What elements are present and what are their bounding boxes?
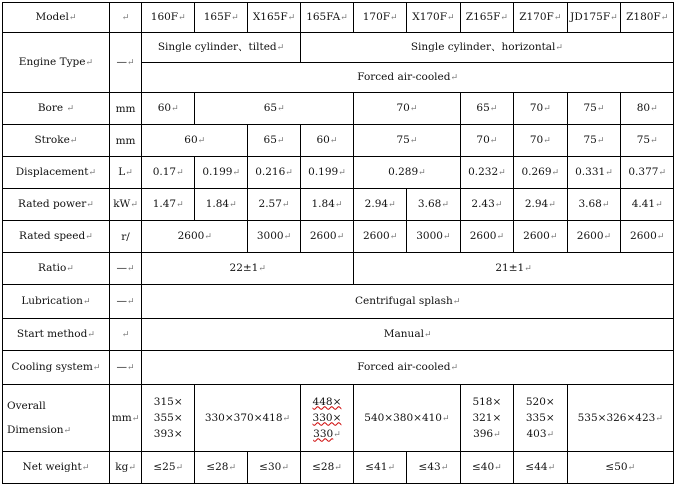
table-cell: 1.47↵ bbox=[142, 189, 195, 221]
col-z180f: Z180F↵ bbox=[621, 3, 674, 33]
table-cell: 3000↵ bbox=[248, 221, 301, 253]
displacement-label: Displacement↵ bbox=[3, 157, 110, 189]
col-165f: 165F↵ bbox=[195, 3, 248, 33]
table-cell: ≤28↵ bbox=[195, 452, 248, 484]
engine-type-horizontal: Single cylinder、horizontal↵ bbox=[300, 33, 673, 63]
table-cell: 3.68↵ bbox=[567, 189, 621, 221]
model-label: Model↵ bbox=[3, 3, 110, 33]
table-cell: ≤44↵ bbox=[514, 452, 567, 484]
table-cell: 0.199↵ bbox=[195, 157, 248, 189]
dimension-line: 520× bbox=[525, 395, 555, 408]
col-jd175f: JD175F↵ bbox=[567, 3, 621, 33]
table-cell: 0.232↵ bbox=[460, 157, 513, 189]
col-165fa: 165FA↵ bbox=[300, 3, 353, 33]
rated-speed-label: Rated speed↵ bbox=[3, 221, 110, 253]
engine-type-row bbox=[3, 33, 674, 63]
table-cell: 2.94↵ bbox=[354, 189, 407, 221]
ratio-label: Ratio↵ bbox=[3, 253, 110, 285]
start-method-row bbox=[3, 319, 674, 351]
engine-type-cooling: Forced air-cooled↵ bbox=[142, 63, 674, 93]
bore-label: Bore ↵ bbox=[3, 93, 110, 125]
cooling-system-label: Cooling system↵ bbox=[3, 351, 110, 385]
dimension-line: 330× bbox=[312, 411, 342, 424]
table-cell: 2.43↵ bbox=[460, 189, 513, 221]
stroke-row bbox=[3, 125, 674, 157]
table-cell: 2600↵ bbox=[354, 221, 407, 253]
table-cell: 0.17↵ bbox=[142, 157, 195, 189]
dimension-165f: 330×370×418↵ bbox=[195, 385, 301, 452]
table-cell: 2600↵ bbox=[460, 221, 513, 253]
table-cell: 60↵ bbox=[300, 125, 353, 157]
table-cell: 22±1↵ bbox=[142, 253, 354, 285]
table-cell: 0.331↵ bbox=[567, 157, 621, 189]
table-cell: 1.84↵ bbox=[195, 189, 248, 221]
table-cell: 75↵ bbox=[567, 125, 621, 157]
engine-type-unit: —↵ bbox=[109, 33, 141, 93]
table-cell: 0.199↵ bbox=[300, 157, 353, 189]
dimension-line: 396↵ bbox=[473, 427, 501, 440]
lubrication-label: Lubrication↵ bbox=[3, 285, 110, 319]
table-cell: 65↵ bbox=[248, 125, 301, 157]
bore-row bbox=[3, 93, 674, 125]
rated-speed-unit: r/ bbox=[109, 221, 141, 253]
dimension-160f bbox=[142, 385, 195, 452]
dimension-line: 393× bbox=[153, 428, 183, 440]
bore-unit: mm bbox=[109, 93, 141, 125]
table-cell: 2.57↵ bbox=[248, 189, 301, 221]
table-cell: 2600↵ bbox=[300, 221, 353, 253]
dimension-165fa bbox=[300, 385, 353, 452]
table-cell: 0.377↵ bbox=[621, 157, 674, 189]
model-unit: ↵ bbox=[109, 3, 141, 33]
col-z170f: Z170F↵ bbox=[514, 3, 567, 33]
header-row bbox=[3, 3, 674, 33]
overall-dimension-unit: mm↵ bbox=[109, 385, 141, 452]
col-x170f: X170F↵ bbox=[407, 3, 461, 33]
table-cell: 70↵ bbox=[514, 125, 567, 157]
table-cell: 0.216↵ bbox=[248, 157, 301, 189]
table-cell: Centrifugal splash↵ bbox=[142, 285, 674, 319]
net-weight-label: Net weight↵ bbox=[3, 452, 110, 484]
col-x165f: X165F↵ bbox=[248, 3, 301, 33]
start-method-label: Start method↵ bbox=[3, 319, 110, 351]
cooling-system-unit: —↵ bbox=[109, 351, 141, 385]
table-cell: ≤40↵ bbox=[460, 452, 513, 484]
table-cell: 65↵ bbox=[460, 93, 513, 125]
table-cell: 75↵ bbox=[567, 93, 621, 125]
overall-dimension-row bbox=[3, 385, 674, 452]
table-cell: 0.269↵ bbox=[514, 157, 567, 189]
col-160f: 160F↵ bbox=[142, 3, 195, 33]
table-cell: 2600↵ bbox=[567, 221, 621, 253]
table-cell: 75↵ bbox=[621, 125, 674, 157]
dimension-line: 335× bbox=[525, 411, 555, 424]
overall-dimension-label-line1: Overall bbox=[7, 399, 46, 412]
table-cell: 3000↵ bbox=[407, 221, 461, 253]
start-method-unit: ↵ bbox=[109, 319, 141, 351]
table-cell: Forced air-cooled↵ bbox=[142, 351, 674, 385]
dimension-line: 403↵ bbox=[526, 427, 555, 440]
overall-dimension-label bbox=[3, 385, 110, 452]
dimension-z170f bbox=[514, 385, 567, 452]
ratio-unit: —↵ bbox=[109, 253, 141, 285]
table-cell: 70↵ bbox=[514, 93, 567, 125]
ratio-row bbox=[3, 253, 674, 285]
dimension-z165f bbox=[460, 385, 513, 452]
col-170f: 170F↵ bbox=[354, 3, 407, 33]
table-cell: ≤50↵ bbox=[567, 452, 674, 484]
table-cell: 80↵ bbox=[621, 93, 674, 125]
dimension-line: 518× bbox=[472, 395, 502, 408]
table-cell: 60↵ bbox=[142, 125, 248, 157]
table-cell: 2600↵ bbox=[514, 221, 567, 253]
engine-type-label: Engine Type↵ bbox=[3, 33, 110, 93]
net-weight-row bbox=[3, 452, 674, 484]
table-cell: 65↵ bbox=[195, 93, 354, 125]
table-cell: 75↵ bbox=[354, 125, 461, 157]
engine-type-tilted: Single cylinder、tilted↵ bbox=[142, 33, 301, 63]
col-z165f: Z165F↵ bbox=[460, 3, 513, 33]
lubrication-row bbox=[3, 285, 674, 319]
table-cell: 2.94↵ bbox=[514, 189, 567, 221]
table-cell: ≤43↵ bbox=[407, 452, 461, 484]
spec-table bbox=[2, 2, 674, 484]
dimension-line: 448× bbox=[312, 395, 342, 408]
cooling-system-row bbox=[3, 351, 674, 385]
dimension-jd175f-z180f: 535×326×423↵ bbox=[567, 385, 674, 452]
table-cell: ≤28↵ bbox=[300, 452, 353, 484]
table-cell: 1.84↵ bbox=[300, 189, 353, 221]
table-cell: ≤41↵ bbox=[354, 452, 407, 484]
table-cell: 60↵ bbox=[142, 93, 195, 125]
table-cell: 2600↵ bbox=[621, 221, 674, 253]
net-weight-unit: kg↵ bbox=[109, 452, 141, 484]
table-cell: ≤25↵ bbox=[142, 452, 195, 484]
stroke-label: Stroke↵ bbox=[3, 125, 110, 157]
table-cell: 21±1↵ bbox=[354, 253, 674, 285]
rated-speed-row bbox=[3, 221, 674, 253]
table-cell: 70↵ bbox=[354, 93, 461, 125]
table-cell: Manual↵ bbox=[142, 319, 674, 351]
stroke-unit: mm bbox=[109, 125, 141, 157]
table-cell: 4.41↵ bbox=[621, 189, 674, 221]
table-cell: 3.68↵ bbox=[407, 189, 461, 221]
table-cell: ≤30↵ bbox=[248, 452, 301, 484]
displacement-unit: L↵ bbox=[109, 157, 141, 189]
dimension-line: 315× bbox=[153, 396, 183, 408]
rated-power-unit: kW↵ bbox=[109, 189, 141, 221]
displacement-row bbox=[3, 157, 674, 189]
table-cell: 70↵ bbox=[460, 125, 513, 157]
rated-power-label: Rated power↵ bbox=[3, 189, 110, 221]
dimension-line: 330↵ bbox=[313, 427, 341, 440]
lubrication-unit: —↵ bbox=[109, 285, 141, 319]
table-cell: 2600↵ bbox=[142, 221, 248, 253]
overall-dimension-label-line2: Dimension↵ bbox=[7, 423, 72, 436]
table-cell: 0.289↵ bbox=[354, 157, 461, 189]
rated-power-row bbox=[3, 189, 674, 221]
dimension-170f: 540×380×410↵ bbox=[354, 385, 461, 452]
dimension-line: 321× bbox=[472, 411, 502, 424]
dimension-line: 355× bbox=[153, 412, 183, 424]
